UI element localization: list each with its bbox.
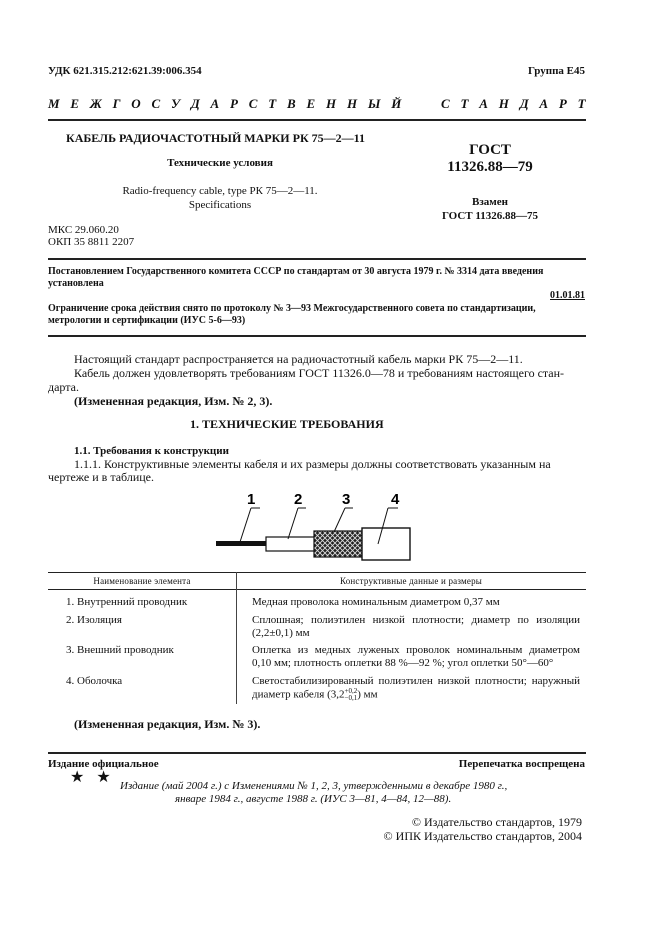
decree-rule [48,335,586,337]
banner-letter: А [479,96,488,111]
banner-letter: С [248,96,258,111]
gost-number: 11326.88—79 [447,159,533,175]
section-p-line2: чертеже и в таблице. [48,470,155,484]
outer-braid [314,531,362,557]
table-top-rule [48,572,586,573]
copyright-1979: © Издательство стандартов, 1979 [411,815,582,829]
banner-letter: Ж [89,96,102,111]
banner-letter: Ы [367,96,381,111]
intro-p2-line2: дарта. [48,380,79,394]
table-col-divider [236,572,237,704]
copyright-2004: © ИПК Издательство стандартов, 2004 [383,829,582,843]
banner-letter: Н [346,96,358,111]
limit-line2: метрологии и сертификации (ИУС 5-6—93) [48,315,246,326]
row-data: Медная проволока номинальным диаметром 0,37 мм [252,596,500,608]
leader-line-3 [334,508,345,532]
edition-line2: январе 1984 г., августе 1988 г. (ИУС 3—81, 4—84, 12—88). [175,793,452,805]
okp-code: ОКП 35 8811 2207 [48,236,135,248]
leader-line-1 [240,508,251,542]
drawing-label-4: 4 [391,491,400,508]
section-heading: 1. ТЕХНИЧЕСКИЕ ТРЕБОВАНИЯ [190,417,384,431]
jacket [362,528,410,560]
footer-rule [48,752,586,754]
banner-letter: Д [519,96,529,111]
gost-label: ГОСТ [469,142,511,158]
codes-rule [48,258,586,260]
replace-number: ГОСТ 11326.88—75 [441,210,539,222]
banner-letter: Н [326,96,337,111]
banner-letter: Р [558,96,567,111]
row-name: 2. Изоляция [66,614,122,626]
insulation [266,537,316,551]
replace-label: Взамен [472,196,508,208]
inner-conductor [216,541,268,546]
section-p-line1: 1.1.1. Конструктивные элементы кабеля и их размеры должны соответствовать указанным на [74,457,551,471]
intro-p2-line1: Кабель должен удовлетворять требованиям ГОСТ 11326.0—78 и требованиям настоящего стан- [74,366,565,380]
table-amend: (Измененная редакция, Изм. № 3). [74,717,261,731]
edition-line1: Издание (май 2004 г.) с Изменениями № 1, 2, 3, утвержденными в декабре 1980 г., [120,780,508,792]
title-en-line1: Radio-frequency cable, type РК 75—2—11. [122,185,318,197]
drawing-label-2: 2 [294,491,303,508]
row-name: 4. Оболочка [66,675,123,687]
intro-p1: Настоящий стандарт распространяется на радиочастотный кабель марки РК 75—2—11. [74,352,523,366]
banner-letter: М [48,96,60,111]
title-en-line2: Specifications [188,199,252,211]
standard-banner [48,96,586,112]
banner-letter: Г [112,96,121,111]
group-code: Группа Е45 [527,65,585,77]
row-name: 1. Внутренний проводник [66,596,188,608]
decree-date: 01.01.81 [550,290,585,301]
banner-letter: А [539,96,549,111]
row-data: Светостабилизированный полиэтилен низкой плотности; наружный диаметр кабеля (3,2 +0,2 −0,1 ) мм [252,675,580,702]
leader-line-2 [288,508,298,539]
drawing-label-3: 3 [342,491,351,508]
mks-code: МКС 29.060.20 [48,224,119,236]
banner-letter: Т [460,96,469,111]
row-data: Оплетка из медных луженых проволок номинальным диаметром 0,10 мм; плотность оплетки 88 %—92 %; угол оплетки 50°—60° [252,644,580,669]
banner-letter: Р [230,96,238,111]
title-ru: КАБЕЛЬ РАДИОЧАСТОТНЫЙ МАРКИ РК 75—2—11 [66,131,366,145]
official-edition: Издание официальное [48,758,159,770]
section-sub: 1.1. Требования к конструкции [74,445,229,457]
reprint-prohibited: Перепечатка воспрещена [458,758,585,770]
banner-gap [412,96,430,112]
decree-line1: Постановлением Государственного комитета СССР по стандартам от 30 августа 1979 г. № 3314 дата введения [48,266,544,277]
row-data: Сплошная; полиэтилен низкой плотности; диаметр по изоляции (2,2±0,1) мм [252,614,580,639]
banner-letter: Й [391,96,402,111]
row-name: 3. Внешний проводник [66,644,174,656]
banner-letter: В [287,96,296,111]
header-rule [48,119,586,121]
title-subtitle: Технические условия [167,157,273,169]
banner-letter: С [441,96,450,111]
banner-letter: С [151,96,161,111]
banner-letter: Т [268,96,277,111]
banner-letter: Е [306,96,316,111]
drawing-label-1: 1 [247,491,256,508]
intro-amend: (Измененная редакция, Изм. № 2, 3). [74,394,273,408]
table-header-data: Конструктивные данные и размеры [339,576,483,586]
banner-letter: Е [70,96,80,111]
banner-letter: Д [190,96,200,111]
banner-letter: О [131,96,141,111]
decree-line2: установлена [48,278,104,289]
table-header-rule [48,589,586,590]
cable-drawing [200,488,430,568]
limit-line1: Ограничение срока действия снято по протоколу № 3—93 Межгосударственного совета по стандартизации, [48,303,536,314]
udk-code: УДК 621.315.212:621.39:006.354 [48,65,202,77]
banner-letter: Т [577,96,586,111]
table-header-name: Наименование элемента [93,576,191,586]
banner-letter: У [170,96,181,111]
star-icon: ★ ★ [70,769,115,786]
banner-letter: А [210,96,220,111]
banner-letter: Н [498,96,509,111]
